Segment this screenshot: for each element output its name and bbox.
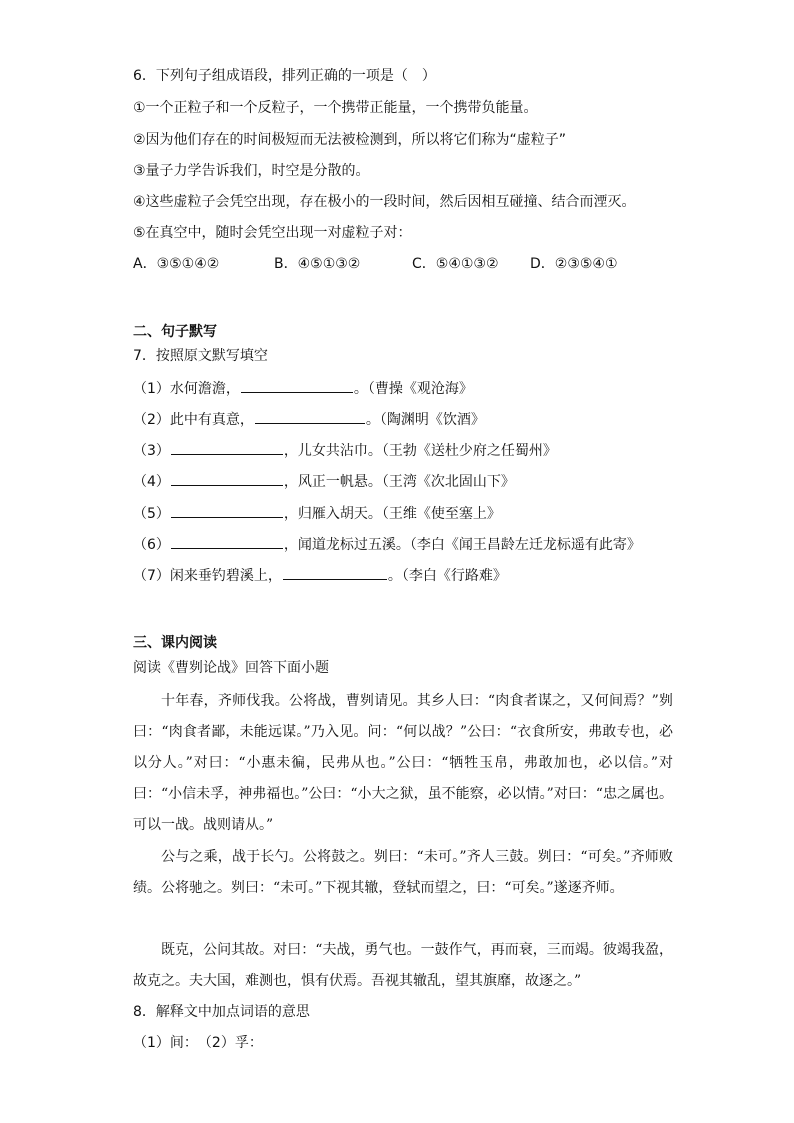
dictation-num: （4） — [133, 474, 170, 490]
option-d[interactable]: D．②③⑤④① — [530, 256, 618, 272]
question-6-sentence-5: ⑤在真空中，随时会凭空出现一对虚粒子对： — [133, 225, 412, 241]
dictation-item-3 — [133, 440, 557, 461]
question-6-options — [133, 254, 618, 274]
question-6-sentence-1: ①一个正粒子和一个反粒子，一个携带正能量，一个携带负能量。 — [133, 100, 538, 116]
dictation-item-6 — [133, 534, 641, 555]
dictation-blank[interactable] — [255, 409, 365, 424]
passage-paragraph-1: 十年春，齐师伐我。公将战，曹刿请见。其乡人曰：“肉食者谋之，又何间焉？”刿曰：“肉食者鄙，未能远谋。”乃入见。问：“何以战？”公曰：“衣食所安，弗敢专也，必以分人。”对曰：“小惠未徧，民弗从也。”公曰：“牺牲玉帛，弗敢加也，必以信。”对曰：“小信未孚，神弗福也。”公曰：“小大之狱，虽不能察，必以情。”对曰：“忠之属也。可以一战。战则请从。” — [133, 693, 673, 833]
question-6-sentence-4: ④这些虚粒子会凭空出现，存在极小的一段时间，然后因相互碰撞、结合而湮灭。 — [133, 194, 636, 210]
dictation-item-5 — [133, 503, 501, 524]
dictation-num: （1） — [133, 381, 170, 397]
option-b[interactable]: B．④⑤①③② — [274, 256, 361, 272]
dictation-item-4 — [133, 471, 515, 492]
question-7-stem: 7．按照原文默写填空 — [133, 348, 268, 364]
dictation-item-7 — [133, 565, 507, 586]
dictation-blank[interactable] — [171, 503, 283, 518]
question-6-stem: 6．下列句子组成语段，排列正确的一项是（ ） — [133, 68, 436, 84]
section-2-title: 二、句子默写 — [133, 324, 217, 340]
dictation-text-before: 水何澹澹， — [169, 381, 240, 397]
dictation-item-2 — [133, 409, 485, 430]
question-6-sentence-3: ③量子力学告诉我们，时空是分散的。 — [133, 163, 370, 179]
question-8-stem: 8．解释文中加点词语的意思 — [133, 1004, 310, 1020]
question-6-sentence-2: ②因为他们存在的时间极短而无法被检测到，所以将它们称为“虚粒子” — [133, 132, 567, 148]
dictation-text-after: 。（曹操《观沧海》 — [353, 381, 473, 397]
dictation-item-1 — [133, 378, 473, 399]
dictation-num: （3） — [133, 443, 170, 459]
passage-paragraph-2: 公与之乘，战于长勺。公将鼓之。刿曰：“未可。”齐人三鼓。刿曰：“可矣。”齐师败绩。公将驰之。刿曰：“未可。”下视其辙，登轼而望之，曰：“可矣。”遂逐齐师。 — [133, 849, 673, 896]
dictation-blank[interactable] — [171, 534, 283, 549]
dictation-text-after: ，归雁入胡天。（王维《使至塞上》 — [283, 506, 501, 522]
dictation-num: （5） — [133, 506, 170, 522]
dictation-blank[interactable] — [171, 440, 283, 455]
dictation-blank[interactable] — [283, 565, 387, 580]
option-a[interactable]: A．③⑤①④② — [133, 256, 220, 272]
dictation-num: （6） — [133, 537, 170, 553]
dictation-blank[interactable] — [171, 471, 283, 486]
dictation-num: （2） — [133, 412, 170, 428]
dictation-text-after: 。（陶渊明《饮酒》 — [365, 412, 485, 428]
dictation-num: （7） — [133, 568, 170, 584]
option-c[interactable]: C．⑤④①③② — [412, 256, 499, 272]
dictation-text-before: 此中有真意， — [169, 412, 254, 428]
dictation-text-before: 闲来垂钓碧溪上， — [169, 568, 282, 584]
dictation-text-after: ，风正一帆悬。（王湾《次北固山下》 — [283, 474, 515, 490]
dictation-text-after: 。（李白《行路难》 — [387, 568, 507, 584]
question-8-items: （1）间： （2）孚： — [133, 1035, 263, 1051]
dictation-text-after: ，儿女共沾巾。（王勃《送杜少府之任蜀州》 — [283, 443, 557, 459]
section-3-title: 三、课内阅读 — [133, 635, 217, 651]
dictation-text-after: ，闻道龙标过五溪。（李白《闻王昌龄左迁龙标遥有此寄》 — [283, 537, 641, 553]
dictation-blank[interactable] — [241, 378, 353, 393]
passage-paragraph-3: 既克，公问其故。对曰：“夫战，勇气也。一鼓作气，再而衰，三而竭。彼竭我盈，故克之。夫大国，难测也，惧有伏焉。吾视其辙乱，望其旗靡，故逐之。” — [133, 942, 673, 989]
reading-intro: 阅读《曹刿论战》回答下面小题 — [133, 660, 329, 676]
